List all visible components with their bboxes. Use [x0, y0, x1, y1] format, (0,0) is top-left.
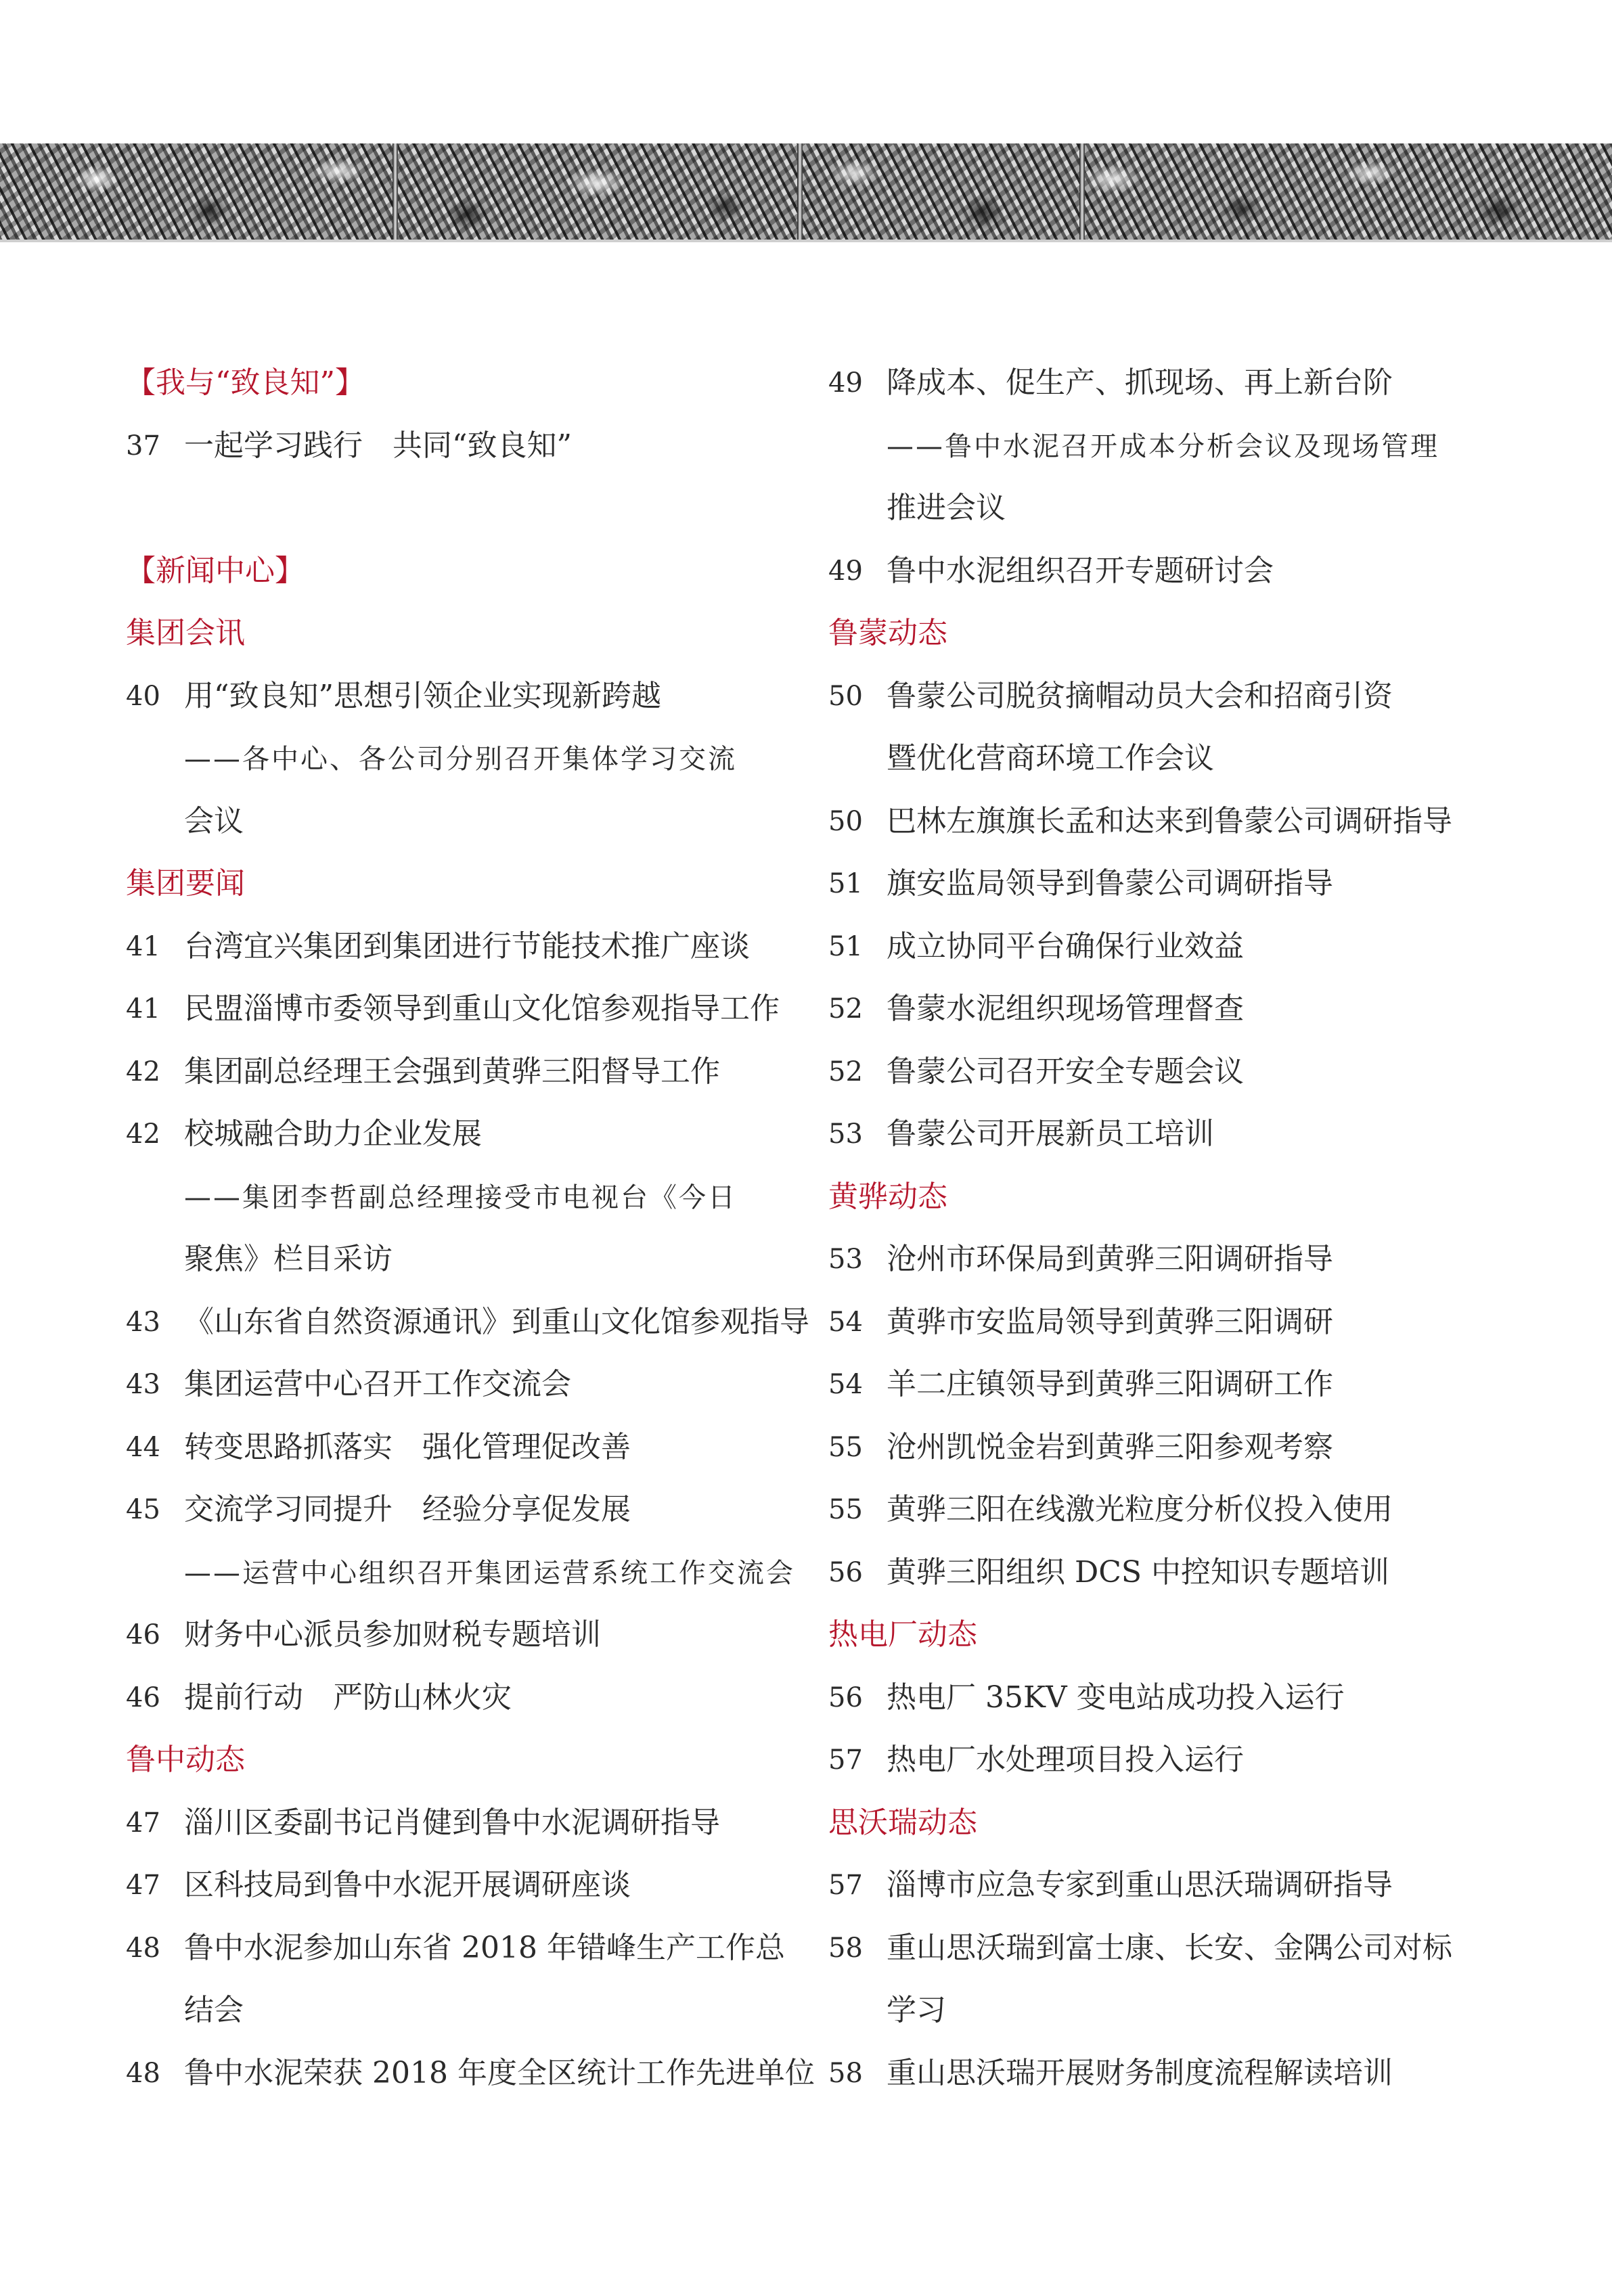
category-heading: 热电厂动态	[828, 1617, 977, 1652]
entry-title: 《山东省自然资源通讯》到重山文化馆参观指导	[184, 1304, 809, 1339]
entry-title: 热电厂水处理项目投入运行	[887, 1742, 1244, 1777]
page-number: 58	[828, 2057, 863, 2089]
subtitle-text: ——集团李哲副总经理接受市电视台《今日	[184, 1181, 737, 1213]
page-number: 50	[828, 680, 863, 712]
toc-entry[interactable]	[828, 1917, 1519, 1980]
toc-entry[interactable]	[126, 1479, 813, 1541]
page-number: 53	[828, 1119, 863, 1150]
stone-relief-banner	[0, 143, 1612, 242]
continuation-text: 会议	[184, 803, 244, 838]
section-heading: 【新闻中心】	[126, 553, 305, 588]
subtitle-text: ——鲁中水泥召开成本分析会议及现场管理	[887, 430, 1439, 462]
category-heading: 集团要闻	[126, 866, 245, 901]
entry-title: 重山思沃瑞到富士康、长安、金隅公司对标	[887, 1930, 1452, 1965]
continuation-text: 学习	[887, 1993, 946, 2027]
continuation-text: 推进会议	[887, 491, 1006, 525]
entry-title: 旗安监局领导到鲁蒙公司调研指导	[887, 866, 1333, 901]
page-number: 48	[126, 2057, 160, 2089]
page-number: 46	[126, 1682, 160, 1713]
page-number: 57	[828, 1744, 863, 1776]
toc-entry[interactable]	[828, 1854, 1519, 1917]
toc-entry[interactable]	[126, 1103, 813, 1166]
page-number: 40	[126, 680, 160, 712]
entry-subtitle	[126, 1541, 813, 1604]
toc-entry[interactable]	[126, 1353, 813, 1416]
toc-entry[interactable]	[828, 1729, 1519, 1792]
entry-continuation	[126, 1979, 813, 2042]
continuation-text: 聚焦》栏目采访	[184, 1242, 393, 1276]
toc-entry[interactable]	[828, 1291, 1519, 1354]
entry-continuation	[126, 1228, 813, 1291]
page-number: 43	[126, 1369, 160, 1400]
page-number: 42	[126, 1056, 160, 1087]
entry-title: 鲁蒙水泥组织现场管理督查	[887, 991, 1244, 1026]
entry-title: 淄川区委副书记肖健到鲁中水泥调研指导	[184, 1805, 720, 1840]
toc-entry[interactable]	[126, 2042, 813, 2105]
category-heading: 集团会讯	[126, 616, 245, 650]
toc-entry[interactable]	[126, 1792, 813, 1855]
entry-title: 转变思路抓落实 强化管理促改善	[184, 1429, 631, 1464]
toc-entry[interactable]	[828, 1041, 1519, 1104]
entry-title: 集团运营中心召开工作交流会	[184, 1367, 571, 1401]
toc-left-column	[126, 352, 813, 2104]
toc-entry[interactable]	[126, 1917, 813, 1980]
toc-entry[interactable]	[828, 2042, 1519, 2105]
page-number: 56	[828, 1556, 863, 1588]
entry-title: 羊二庄镇领导到黄骅三阳调研工作	[887, 1367, 1333, 1401]
page-number: 57	[828, 1870, 863, 1901]
entry-title: 沧州市环保局到黄骅三阳调研指导	[887, 1242, 1333, 1276]
page-number: 56	[828, 1682, 863, 1713]
entry-title: 鲁中水泥组织召开专题研讨会	[887, 553, 1274, 588]
entry-title: 热电厂 35KV 变电站成功投入运行	[887, 1680, 1345, 1715]
toc-entry[interactable]	[828, 1667, 1519, 1730]
entry-continuation	[828, 727, 1519, 790]
entry-title: 提前行动 严防山林火灾	[184, 1680, 512, 1715]
entry-title: 校城融合助力企业发展	[184, 1117, 482, 1151]
entry-title: 降成本、促生产、抓现场、再上新台阶	[887, 365, 1393, 400]
toc-entry[interactable]	[126, 1291, 813, 1354]
entry-title: 黄骅三阳组织 DCS 中控知识专题培训	[887, 1554, 1390, 1590]
page-number: 48	[126, 1932, 160, 1964]
toc-entry[interactable]	[126, 978, 813, 1041]
entry-title: 台湾宜兴集团到集团进行节能技术推广座谈	[184, 928, 750, 964]
toc-entry[interactable]	[126, 665, 813, 728]
toc-entry[interactable]	[126, 1854, 813, 1917]
continuation-text: 暨优化营商环境工作会议	[887, 741, 1214, 775]
page-number: 50	[828, 805, 863, 837]
toc-entry[interactable]	[828, 1103, 1519, 1166]
page-number: 52	[828, 1056, 863, 1087]
toc-entry[interactable]	[828, 1541, 1519, 1604]
toc-entry[interactable]	[828, 540, 1519, 603]
entry-title: 淄博市应急专家到重山思沃瑞调研指导	[887, 1868, 1393, 1902]
entry-title: 鲁中水泥荣获 2018 年度全区统计工作先进单位	[184, 2055, 815, 2090]
category-heading: 鲁中动态	[126, 1742, 245, 1777]
page-number: 45	[126, 1494, 160, 1525]
page-number: 53	[828, 1244, 863, 1275]
page-number: 41	[126, 993, 160, 1025]
page-number: 55	[828, 1494, 863, 1525]
page-number: 47	[126, 1870, 160, 1901]
entry-title: 交流学习同提升 经验分享促发展	[184, 1492, 631, 1527]
banner-seam	[1079, 143, 1085, 242]
toc-entry[interactable]	[126, 1041, 813, 1104]
entry-title: 巴林左旗旗长孟和达来到鲁蒙公司调研指导	[887, 803, 1452, 838]
page-number: 58	[828, 1932, 863, 1964]
category-heading: 思沃瑞动态	[828, 1805, 977, 1840]
toc-entry[interactable]	[828, 978, 1519, 1041]
page-number: 41	[126, 930, 160, 962]
section-heading: 【我与“致良知”】	[126, 365, 365, 400]
banner-seam	[393, 143, 398, 242]
page-number: 49	[828, 555, 863, 587]
page-number: 47	[126, 1807, 160, 1839]
page-number: 54	[828, 1306, 863, 1338]
toc-entry[interactable]	[828, 1228, 1519, 1291]
entry-title: 黄骅三阳在线激光粒度分析仪投入使用	[887, 1492, 1393, 1527]
page-number: 51	[828, 930, 863, 962]
banner-edge	[0, 240, 1612, 242]
entry-subtitle	[828, 415, 1519, 478]
toc-entry[interactable]	[126, 1667, 813, 1730]
toc-entry[interactable]	[126, 916, 813, 978]
page-number: 49	[828, 367, 863, 399]
toc-entry[interactable]	[828, 1416, 1519, 1479]
entry-title: 一起学习践行 共同“致良知”	[184, 428, 572, 463]
entry-title: 鲁蒙公司召开安全专题会议	[887, 1054, 1244, 1089]
page-number: 54	[828, 1369, 863, 1400]
entry-title: 重山思沃瑞开展财务制度流程解读培训	[887, 2055, 1393, 2090]
page-number: 52	[828, 993, 863, 1025]
page-number: 46	[126, 1619, 160, 1650]
entry-title: 沧州凯悦金岩到黄骅三阳参观考察	[887, 1429, 1333, 1464]
toc-entry[interactable]	[126, 1416, 813, 1479]
toc-entry[interactable]	[126, 415, 813, 478]
category-heading: 鲁蒙动态	[828, 616, 947, 650]
entry-title: 集团副总经理王会强到黄骅三阳督导工作	[184, 1054, 720, 1089]
toc-entry[interactable]	[828, 352, 1519, 415]
toc-entry[interactable]	[828, 853, 1519, 916]
entry-continuation	[126, 790, 813, 853]
subtitle-text: ——运营中心组织召开集团运营系统工作交流会	[184, 1557, 795, 1589]
toc-entry[interactable]	[828, 790, 1519, 853]
entry-title: 鲁蒙公司脱贫摘帽动员大会和招商引资	[887, 678, 1393, 713]
entry-title: 黄骅市安监局领导到黄骅三阳调研	[887, 1304, 1333, 1339]
entry-continuation	[828, 477, 1519, 540]
category-heading: 黄骅动态	[828, 1179, 947, 1214]
continuation-text: 结会	[184, 1993, 244, 2027]
entry-title: 鲁蒙公司开展新员工培训	[887, 1117, 1214, 1151]
page-number: 51	[828, 868, 863, 899]
entry-title: 财务中心派员参加财税专题培训	[184, 1617, 601, 1652]
entry-continuation	[828, 1979, 1519, 2042]
entry-subtitle	[126, 727, 813, 790]
entry-title: 成立协同平台确保行业效益	[887, 928, 1244, 964]
page-number: 42	[126, 1119, 160, 1150]
entry-title: 区科技局到鲁中水泥开展调研座谈	[184, 1868, 631, 1902]
entry-title: 鲁中水泥参加山东省 2018 年错峰生产工作总	[184, 1930, 785, 1965]
page-number: 37	[126, 430, 160, 462]
toc-entry[interactable]	[828, 916, 1519, 978]
spacer	[126, 477, 813, 540]
entry-subtitle	[126, 1166, 813, 1229]
subtitle-text: ——各中心、各公司分别召开集体学习交流	[184, 744, 737, 775]
page-number: 44	[126, 1431, 160, 1463]
entry-title: 用“致良知”思想引领企业实现新跨越	[184, 678, 661, 713]
toc-entry[interactable]	[828, 1479, 1519, 1541]
toc-entry[interactable]	[828, 665, 1519, 728]
toc-entry[interactable]	[126, 1604, 813, 1667]
toc-right-column	[828, 352, 1519, 2104]
entry-title: 民盟淄博市委领导到重山文化馆参观指导工作	[184, 991, 780, 1026]
page-number: 43	[126, 1306, 160, 1338]
page-number: 55	[828, 1431, 863, 1463]
banner-seam	[797, 143, 803, 242]
toc-entry[interactable]	[828, 1353, 1519, 1416]
